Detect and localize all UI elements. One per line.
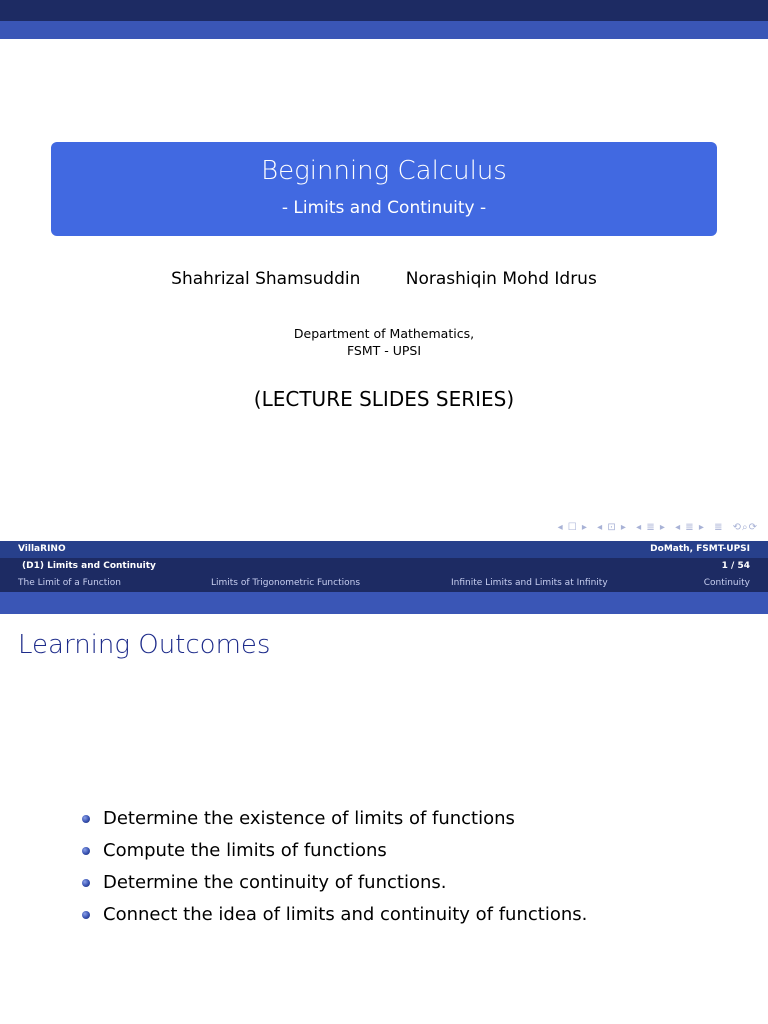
nav-align-icon[interactable]: ◂ ≣ ▸ <box>675 522 705 533</box>
list-item <box>82 807 587 839</box>
footer <box>0 541 768 614</box>
list-item-text: Connect the idea of limits and continuity of functions. <box>103 904 588 925</box>
list-item <box>82 903 587 935</box>
author-list <box>0 269 768 289</box>
bullet-icon <box>82 815 90 823</box>
presentation-subtitle: - Limits and Continuity - <box>281 198 487 218</box>
footer-left-author: VillaRINO <box>18 544 66 554</box>
institute-line: Department of Mathematics, <box>293 326 475 341</box>
footer-section-nav <box>0 575 768 592</box>
header-bar-accent <box>0 21 768 39</box>
presentation-title: Beginning Calculus <box>261 156 507 186</box>
list-item-text: Determine the continuity of functions. <box>103 872 447 893</box>
list-item-text: Compute the limits of functions <box>103 840 387 861</box>
navigation-symbols <box>553 522 758 533</box>
bullet-icon <box>82 847 90 855</box>
frame-title: Learning Outcomes <box>18 630 271 660</box>
nav-frame-icon[interactable]: ◂ ☐ ▸ <box>557 522 588 533</box>
author-name: Norashiqin Mohd Idrus <box>405 269 597 289</box>
header-bar-accent <box>0 592 768 614</box>
footer-title-row <box>0 558 768 575</box>
bullet-icon <box>82 879 90 887</box>
list-item-text: Determine the existence of limits of functions <box>103 808 515 829</box>
list-item <box>82 871 587 903</box>
footer-short-title: (D1) Limits and Continuity <box>22 561 156 571</box>
title-block <box>51 142 717 236</box>
author-name: Shahrizal Shamsuddin <box>171 269 361 289</box>
nav-search-icon[interactable]: ⟲⌕⟳ <box>732 522 758 533</box>
section-link-trig[interactable]: Limits of Trigonometric Functions <box>211 578 361 588</box>
series-label: (LECTURE SLIDES SERIES) <box>253 387 515 411</box>
institute <box>0 325 768 359</box>
footer-author-row <box>0 541 768 558</box>
outcome-list <box>82 807 587 935</box>
list-item <box>82 839 587 871</box>
header-bar <box>0 0 768 21</box>
institute-line: FSMT - UPSI <box>346 343 422 358</box>
footer-page-number: 1 / 54 <box>721 561 750 571</box>
section-link-infinite[interactable]: Infinite Limits and Limits at Infinity <box>451 578 608 588</box>
nav-section-icon[interactable]: ◂ ≣ ▸ <box>636 522 666 533</box>
nav-subsection-icon[interactable]: ◂ ⊡ ▸ <box>597 522 627 533</box>
footer-right-author: DoMath, FSMT-UPSI <box>650 544 750 554</box>
outcomes-slide <box>0 614 768 1024</box>
section-link-limit[interactable]: The Limit of a Function <box>18 578 121 588</box>
section-link-continuity[interactable]: Continuity <box>703 578 750 588</box>
nav-menu-icon[interactable]: ≣ <box>714 522 724 533</box>
bullet-icon <box>82 911 90 919</box>
